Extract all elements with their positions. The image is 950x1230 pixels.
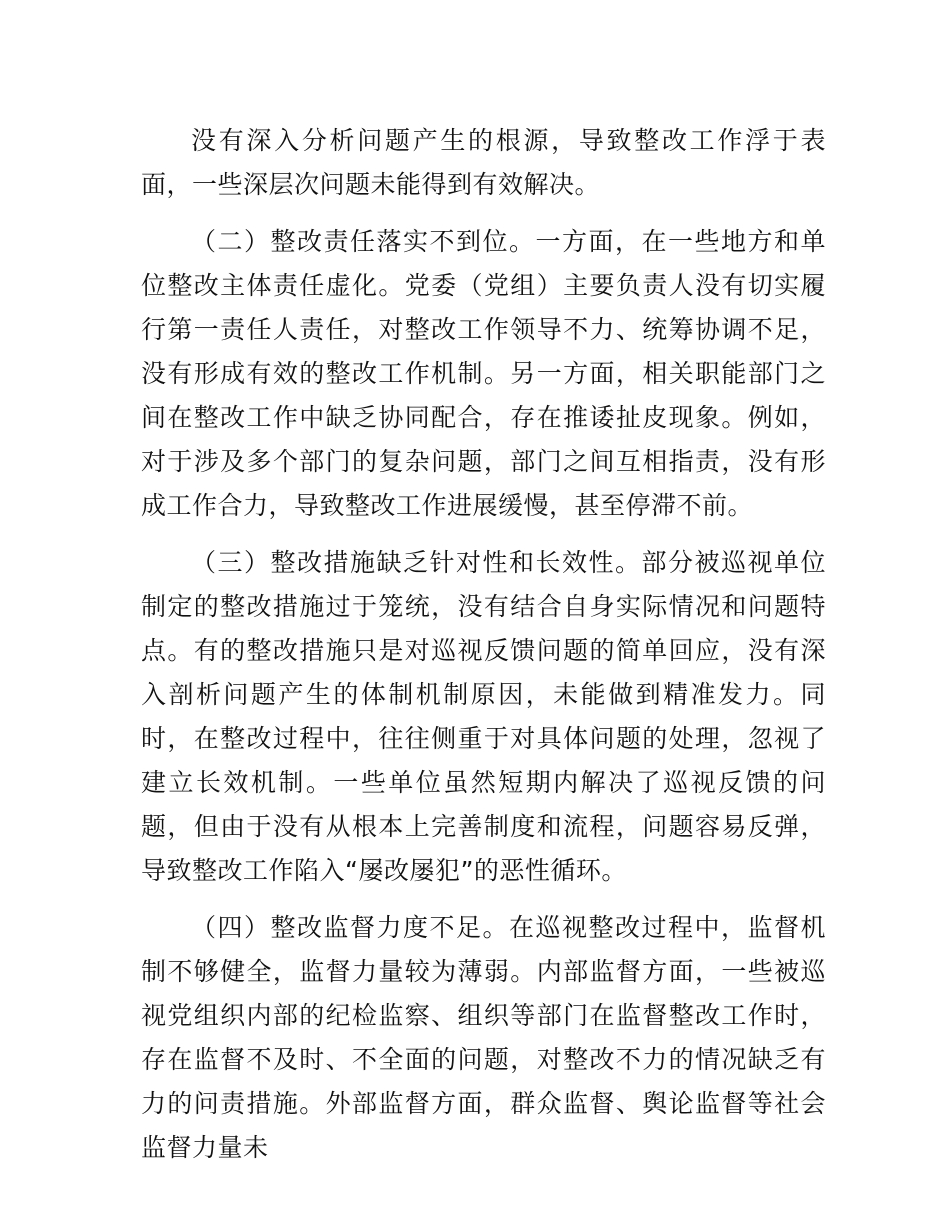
document-body: [141, 119, 826, 1183]
paragraph-section-3: （三）整改措施缺乏针对性和长效性。部分被巡视单位制定的整改措施过于笼统，没有结合自身实际情况和问题特点。有的整改措施只是对巡视反馈问题的简单回应，没有深入剖析问题产生的体制机制原因，未能做到精准发力。同时，在整改过程中，往往侧重于对具体问题的处理，忽视了建立长效机制。一些单位虽然短期内解决了巡视反馈的问题，但由于没有从根本上完善制度和流程，问题容易反弹，导致整改工作陷入“屡改屡犯”的恶性循环。: [141, 548, 826, 885]
paragraph-section-2: （二）整改责任落实不到位。一方面，在一些地方和单位整改主体责任虚化。党委（党组）主要负责人没有切实履行第一责任人责任，对整改工作领导不力、统筹协调不足，没有形成有效的整改工作机制。另一方面，相关职能部门之间在整改工作中缺乏协同配合，存在推诿扯皮现象。例如，对于涉及多个部门的复杂问题，部门之间互相指责，没有形成工作合力，导致整改工作进展缓慢，甚至停滞不前。: [141, 227, 826, 520]
paragraph-section-4: （四）整改监督力度不足。在巡视整改过程中，监督机制不够健全，监督力量较为薄弱。内部监督方面，一些被巡视党组织内部的纪检监察、组织等部门在监督整改工作时，存在监督不及时、不全面的问题，对整改不力的情况缺乏有力的问责措施。外部监督方面，群众监督、舆论监督等社会监督力量未: [141, 913, 826, 1162]
paragraph-intro: 没有深入分析问题产生的根源，导致整改工作浮于表面，一些深层次问题未能得到有效解决。: [141, 126, 826, 199]
